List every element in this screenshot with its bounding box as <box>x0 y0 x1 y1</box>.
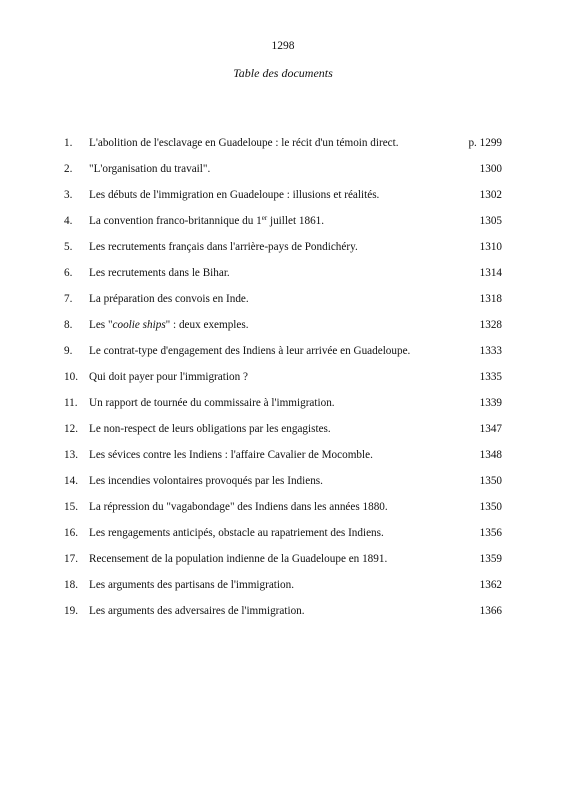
toc-entry-number: 18. <box>64 579 78 591</box>
toc-entry <box>64 524 502 550</box>
toc-entry-title: Recensement de la population indienne de la Guadeloupe en 1891. <box>89 553 388 565</box>
toc-entry <box>64 446 502 472</box>
toc-entry-page: 1350 <box>479 475 502 487</box>
toc-entry-title-part: La convention franco-britannique du 1 <box>89 215 262 227</box>
toc-entry-page: 1348 <box>479 449 502 461</box>
toc-entry-title <box>89 212 324 230</box>
toc-entry-number: 14. <box>64 475 78 487</box>
toc-entry <box>64 472 502 498</box>
toc-entry-title: L'abolition de l'esclavage en Guadeloupe : le récit d'un témoin direct. <box>89 137 399 149</box>
toc-entry-number: 13. <box>64 449 78 461</box>
toc-entry-number: 11. <box>64 397 78 409</box>
toc-entry-number: 10. <box>64 371 78 383</box>
toc-entry-title: Les débuts de l'immigration en Guadeloupe : illusions et réalités. <box>89 189 380 201</box>
toc-entry-page: 1366 <box>479 605 502 617</box>
toc-entry-page: 1310 <box>479 241 502 253</box>
toc-entry-page: 1362 <box>479 579 502 591</box>
toc-entry-title: Qui doit payer pour l'immigration ? <box>89 371 248 383</box>
toc-entry-page: p. 1299 <box>468 137 502 149</box>
toc-entry-number: 1. <box>64 137 73 149</box>
toc-entry-title: "L'organisation du travail". <box>89 163 211 175</box>
table-of-contents <box>64 134 502 628</box>
page-title: Table des documents <box>233 66 333 80</box>
toc-entry-number: 4. <box>64 215 73 227</box>
superscript: er <box>261 214 268 222</box>
toc-entry <box>64 420 502 446</box>
toc-entry-title: Les arguments des adversaires de l'immigration. <box>89 605 305 617</box>
toc-entry-title: La répression du "vagabondage" des Indiens dans les années 1880. <box>89 501 388 513</box>
toc-entry-number: 15. <box>64 501 78 513</box>
toc-entry-title: Les sévices contre les Indiens : l'affaire Cavalier de Mocomble. <box>89 449 373 461</box>
toc-entry-page: 1359 <box>479 553 502 565</box>
toc-entry <box>64 368 502 394</box>
toc-entry <box>64 602 502 628</box>
toc-entry-title-part: juillet 1861. <box>267 215 325 227</box>
page-number: 1298 <box>271 40 295 52</box>
toc-entry-page: 1302 <box>479 189 502 201</box>
toc-entry-page: 1305 <box>479 215 502 227</box>
toc-entry-number: 12. <box>64 423 78 435</box>
toc-entry-page: 1300 <box>479 163 502 175</box>
toc-entry-page: 1314 <box>479 267 502 279</box>
toc-entry-number: 6. <box>64 267 73 279</box>
toc-entry-title <box>89 316 249 334</box>
toc-entry-number: 5. <box>64 241 73 253</box>
toc-entry <box>64 212 502 238</box>
toc-entry <box>64 498 502 524</box>
toc-entry <box>64 290 502 316</box>
toc-entry-number: 16. <box>64 527 78 539</box>
toc-entry <box>64 394 502 420</box>
toc-entry-number: 19. <box>64 605 78 617</box>
toc-entry-title-part: Les " <box>89 319 113 331</box>
toc-entry-title: Les recrutements dans le Bihar. <box>89 267 230 279</box>
toc-entry-page: 1328 <box>479 319 502 331</box>
toc-entry-title: Les arguments des partisans de l'immigration. <box>89 579 295 591</box>
toc-entry <box>64 316 502 342</box>
toc-entry-title: Les incendies volontaires provoqués par les Indiens. <box>89 475 323 487</box>
toc-entry-title: Les recrutements français dans l'arrière-pays de Pondichéry. <box>89 241 358 253</box>
toc-entry-number: 2. <box>64 163 73 175</box>
toc-entry-number: 9. <box>64 345 73 357</box>
toc-entry <box>64 134 502 160</box>
toc-entry <box>64 576 502 602</box>
toc-entry-number: 7. <box>64 293 73 305</box>
toc-entry-page: 1356 <box>479 527 502 539</box>
toc-entry-title: Le non-respect de leurs obligations par les engagistes. <box>89 423 331 435</box>
toc-entry-title: Les rengagements anticipés, obstacle au rapatriement des Indiens. <box>89 527 384 539</box>
toc-entry-page: 1333 <box>479 345 502 357</box>
toc-entry-title: Un rapport de tournée du commissaire à l'immigration. <box>89 397 335 409</box>
toc-entry <box>64 342 502 368</box>
toc-entry-page: 1318 <box>479 293 502 305</box>
toc-entry-page: 1339 <box>479 397 502 409</box>
toc-entry-title-part: " : deux exemples. <box>165 319 249 331</box>
toc-entry-number: 3. <box>64 189 73 201</box>
toc-entry-number: 8. <box>64 319 73 331</box>
toc-entry-title: La préparation des convois en Inde. <box>89 293 249 305</box>
toc-entry <box>64 160 502 186</box>
toc-entry-page: 1335 <box>479 371 502 383</box>
toc-entry-title: Le contrat-type d'engagement des Indiens à leur arrivée en Guadeloupe. <box>89 345 411 357</box>
toc-entry <box>64 264 502 290</box>
toc-entry <box>64 186 502 212</box>
toc-entry-page: 1350 <box>479 501 502 513</box>
toc-entry-title-italic: coolie ships <box>112 319 166 331</box>
toc-entry-page: 1347 <box>479 423 502 435</box>
toc-entry <box>64 238 502 264</box>
toc-entry-number: 17. <box>64 553 78 565</box>
toc-entry <box>64 550 502 576</box>
